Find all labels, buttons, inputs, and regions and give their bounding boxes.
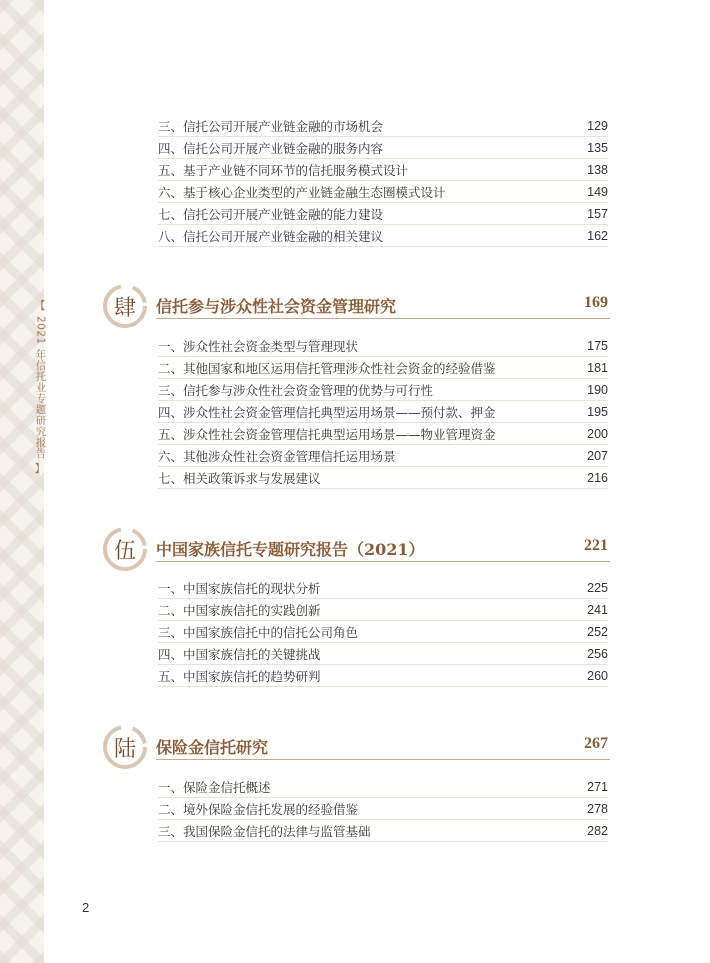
toc-item[interactable] bbox=[158, 600, 608, 621]
toc-item-page: 225 bbox=[587, 581, 608, 595]
seal-character: 肆 bbox=[113, 295, 136, 321]
toc-item-label: 六、基于核心企业类型的产业链金融生态圈模式设计 bbox=[158, 185, 446, 200]
section-title: 中国家族信托专题研究报告（2021） bbox=[156, 540, 425, 559]
toc-item[interactable] bbox=[158, 777, 608, 798]
toc-item-label: 四、信托公司开展产业链金融的服务内容 bbox=[158, 141, 384, 156]
toc-item-label: 七、相关政策诉求与发展建议 bbox=[158, 471, 321, 486]
toc-item-page: 200 bbox=[587, 427, 608, 441]
toc-item[interactable] bbox=[158, 578, 608, 599]
toc-item[interactable] bbox=[158, 666, 608, 687]
toc-item-page: 190 bbox=[587, 383, 608, 397]
toc-item-page: 149 bbox=[587, 185, 608, 199]
toc-item-page: 252 bbox=[587, 625, 608, 639]
toc-item-label: 八、信托公司开展产业链金融的相关建议 bbox=[158, 229, 384, 244]
section-page: 267 bbox=[584, 735, 608, 752]
toc-item-label: 二、中国家族信托的实践创新 bbox=[158, 603, 321, 618]
toc-item-page: 282 bbox=[587, 824, 608, 838]
seal-badge bbox=[100, 524, 150, 574]
toc-item-label: 四、中国家族信托的关键挑战 bbox=[158, 647, 321, 662]
open-bracket: 【 bbox=[34, 299, 46, 312]
toc-item-label: 三、中国家族信托中的信托公司角色 bbox=[158, 625, 359, 640]
toc-item-label: 三、信托参与涉众性社会资金管理的优势与可行性 bbox=[158, 383, 434, 398]
section-heading[interactable] bbox=[100, 524, 610, 574]
toc-item-page: 181 bbox=[587, 361, 608, 375]
section-heading[interactable] bbox=[100, 722, 610, 772]
toc-item-label: 三、信托公司开展产业链金融的市场机会 bbox=[158, 119, 384, 134]
toc-item[interactable] bbox=[158, 799, 608, 820]
toc-item[interactable] bbox=[158, 380, 608, 401]
toc-item-page: 207 bbox=[587, 449, 608, 463]
side-decorative-pattern bbox=[0, 0, 44, 963]
toc-item[interactable] bbox=[158, 204, 608, 225]
toc-item-label: 五、中国家族信托的趋势研判 bbox=[158, 669, 321, 684]
toc-item-label: 四、涉众性社会资金管理信托典型运用场景——预付款、押金 bbox=[158, 405, 496, 420]
toc-item[interactable] bbox=[158, 116, 608, 137]
seal-character: 伍 bbox=[113, 538, 136, 564]
toc-item[interactable] bbox=[158, 821, 608, 842]
toc-item[interactable] bbox=[158, 160, 608, 181]
section-heading[interactable] bbox=[100, 281, 610, 331]
toc-item-page: 271 bbox=[587, 780, 608, 794]
section-page: 221 bbox=[584, 537, 608, 554]
page-number: 2 bbox=[82, 900, 90, 915]
section-rule bbox=[156, 759, 610, 760]
toc-item-label: 一、中国家族信托的现状分析 bbox=[158, 581, 321, 596]
toc-item-page: 138 bbox=[587, 163, 608, 177]
toc-item-label: 五、基于产业链不同环节的信托服务模式设计 bbox=[158, 163, 409, 178]
toc-item[interactable] bbox=[158, 402, 608, 423]
toc-item[interactable] bbox=[158, 336, 608, 357]
close-bracket: 】 bbox=[34, 461, 46, 475]
toc-item[interactable] bbox=[158, 138, 608, 159]
toc-item[interactable] bbox=[158, 644, 608, 665]
toc-item-label: 一、保险金信托概述 bbox=[158, 780, 271, 795]
toc-item-page: 175 bbox=[587, 339, 608, 353]
toc-item-page: 278 bbox=[587, 802, 608, 816]
section-title: 保险金信托研究 bbox=[156, 738, 269, 757]
running-title-text: 2021 年信托业专题研究报告 bbox=[34, 316, 47, 459]
seal-badge bbox=[100, 281, 150, 331]
toc-item-label: 六、其他涉众性社会资金管理信托运用场景 bbox=[158, 449, 396, 464]
toc-item[interactable] bbox=[158, 182, 608, 203]
toc-item[interactable] bbox=[158, 446, 608, 467]
toc-item-label: 二、其他国家和地区运用信托管理涉众性社会资金的经验借鉴 bbox=[158, 361, 496, 376]
toc-item[interactable] bbox=[158, 468, 608, 489]
toc-item-page: 256 bbox=[587, 647, 608, 661]
toc-item-page: 162 bbox=[587, 229, 608, 243]
toc-item-page: 216 bbox=[587, 471, 608, 485]
toc-item-page: 129 bbox=[587, 119, 608, 133]
toc-item-label: 五、涉众性社会资金管理信托典型运用场景——物业管理资金 bbox=[158, 427, 496, 442]
toc-item-page: 157 bbox=[587, 207, 608, 221]
toc-item-page: 260 bbox=[587, 669, 608, 683]
seal-badge bbox=[100, 722, 150, 772]
toc-item[interactable] bbox=[158, 226, 608, 247]
toc-item-page: 195 bbox=[587, 405, 608, 419]
toc-item-page: 135 bbox=[587, 141, 608, 155]
toc-item[interactable] bbox=[158, 358, 608, 379]
section-rule bbox=[156, 561, 610, 562]
toc-item-label: 一、涉众性社会资金类型与管理现状 bbox=[158, 339, 359, 354]
toc-item-page: 241 bbox=[587, 603, 608, 617]
toc-item-label: 七、信托公司开展产业链金融的能力建设 bbox=[158, 207, 384, 222]
toc-item-label: 三、我国保险金信托的法律与监管基础 bbox=[158, 824, 371, 839]
seal-character: 陆 bbox=[113, 736, 136, 762]
toc-item[interactable] bbox=[158, 622, 608, 643]
toc-item[interactable] bbox=[158, 424, 608, 445]
section-page: 169 bbox=[584, 294, 608, 311]
running-title bbox=[33, 300, 47, 475]
section-title: 信托参与涉众性社会资金管理研究 bbox=[156, 297, 397, 316]
section-rule bbox=[156, 318, 610, 319]
toc-item-label: 二、境外保险金信托发展的经验借鉴 bbox=[158, 802, 359, 817]
